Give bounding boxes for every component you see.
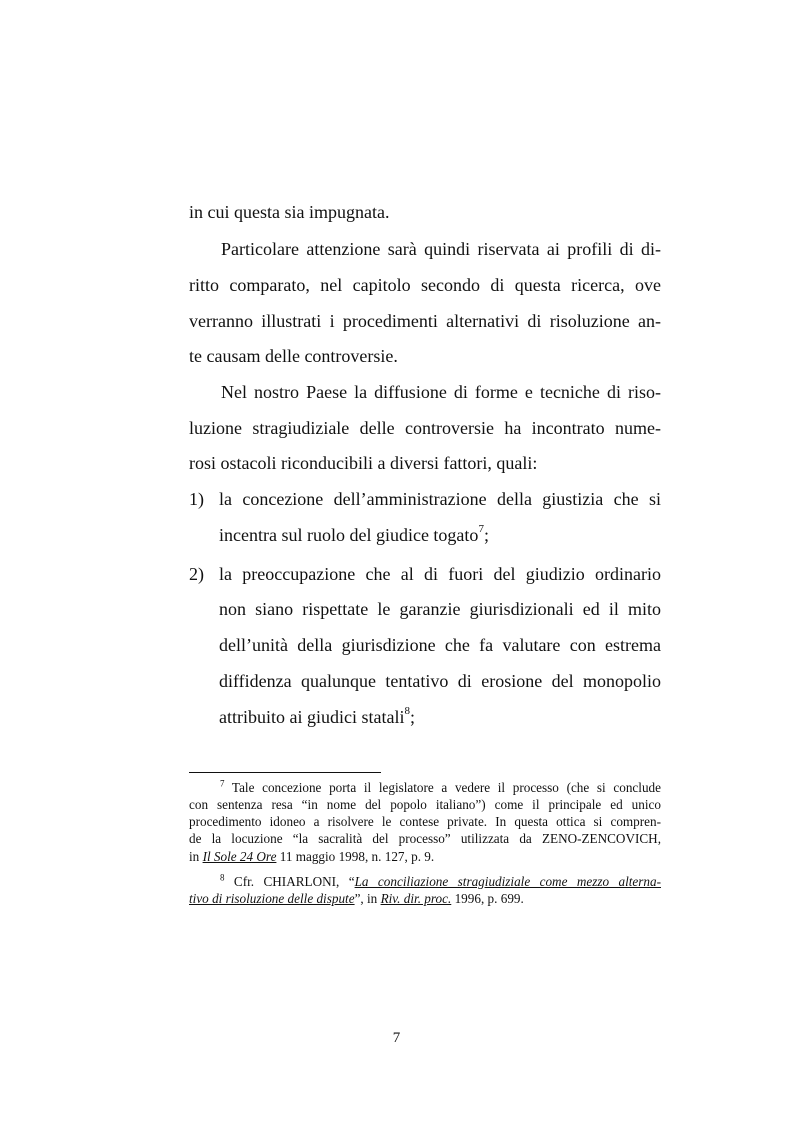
footnote-line: in Il Sole 24 Ore 11 maggio 1998, n. 127, p. 9. [189,849,435,864]
paragraph-line: ritto comparato, nel capitolo secondo di questa ricerca, ove [189,275,661,295]
list-line: attribuito ai giudici statali$^8$; [219,705,415,727]
footnote-line: tivo di risoluzione delle dispute”, in Riv. dir. proc. 1996, p. 699. [189,891,524,906]
footnote-line: de la locuzione “la sacralità del processo” utilizzata da ZENO-ZENCOVICH, [189,831,661,846]
list-line: diffidenza qualunque tentativo di erosione del monopolio [219,671,661,691]
list-number: 2) [189,564,204,584]
paragraph-line: verranno illustrati i procedimenti alternativi di risoluzione an- [189,311,661,331]
footnote-line: $^8$ Cfr. CHIARLONI, “La conciliazione stragiudiziale come mezzo alterna- [220,872,661,889]
list-line: la preoccupazione che al di fuori del giudizio ordinario [219,564,661,584]
list-line: incentra sul ruolo del giudice togato$^7$; [219,523,489,545]
footnote-ref-7[interactable]: 7 [478,523,484,535]
paragraph-line: Nel nostro Paese la diffusione di forme e tecniche di riso- [221,382,661,402]
paragraph-line: rosi ostacoli riconducibili a diversi fattori, quali: [189,453,538,473]
footnote-line: $^7$ Tale concezione porta il legislatore a vedere il processo (che si conclude [220,778,661,795]
list-line: non siano rispettate le garanzie giurisdizionali ed il mito [219,599,661,619]
paragraph-line: Particolare attenzione sarà quindi riservata ai profili di di- [221,239,661,259]
list-line: dell’unità della giurisdizione che fa valutare con estrema [219,635,661,655]
cited-title[interactable]: tivo di risoluzione delle dispute [189,891,355,906]
footnote-mark: 8 [220,872,225,883]
page-number: 7 [392,1030,401,1046]
paragraph-line: te causam delle controversie. [189,346,398,366]
list-number: 1) [189,489,204,509]
footnote-separator [189,772,381,773]
footnote-ref-8[interactable]: 8 [404,705,410,717]
cited-title[interactable]: La conciliazione stragiudiziale come mezzo alterna- [354,874,661,889]
paragraph-line: luzione stragiudiziale delle controversie ha incontrato nume- [189,418,661,438]
footnote-line: procedimento idoneo a risolvere le contese private. In questa ottica si compren- [189,814,661,829]
source-link[interactable]: Il Sole 24 Ore [202,849,277,864]
text-line: in cui questa sia impugnata. [189,202,390,222]
list-line: la concezione dell’amministrazione della giustizia che si [219,489,661,509]
footnote-line: con sentenza resa “in nome del popolo italiano”) come il principale ed unico [189,797,661,812]
footnote-mark: 7 [220,778,225,789]
journal-link[interactable]: Riv. dir. proc. [380,891,452,906]
